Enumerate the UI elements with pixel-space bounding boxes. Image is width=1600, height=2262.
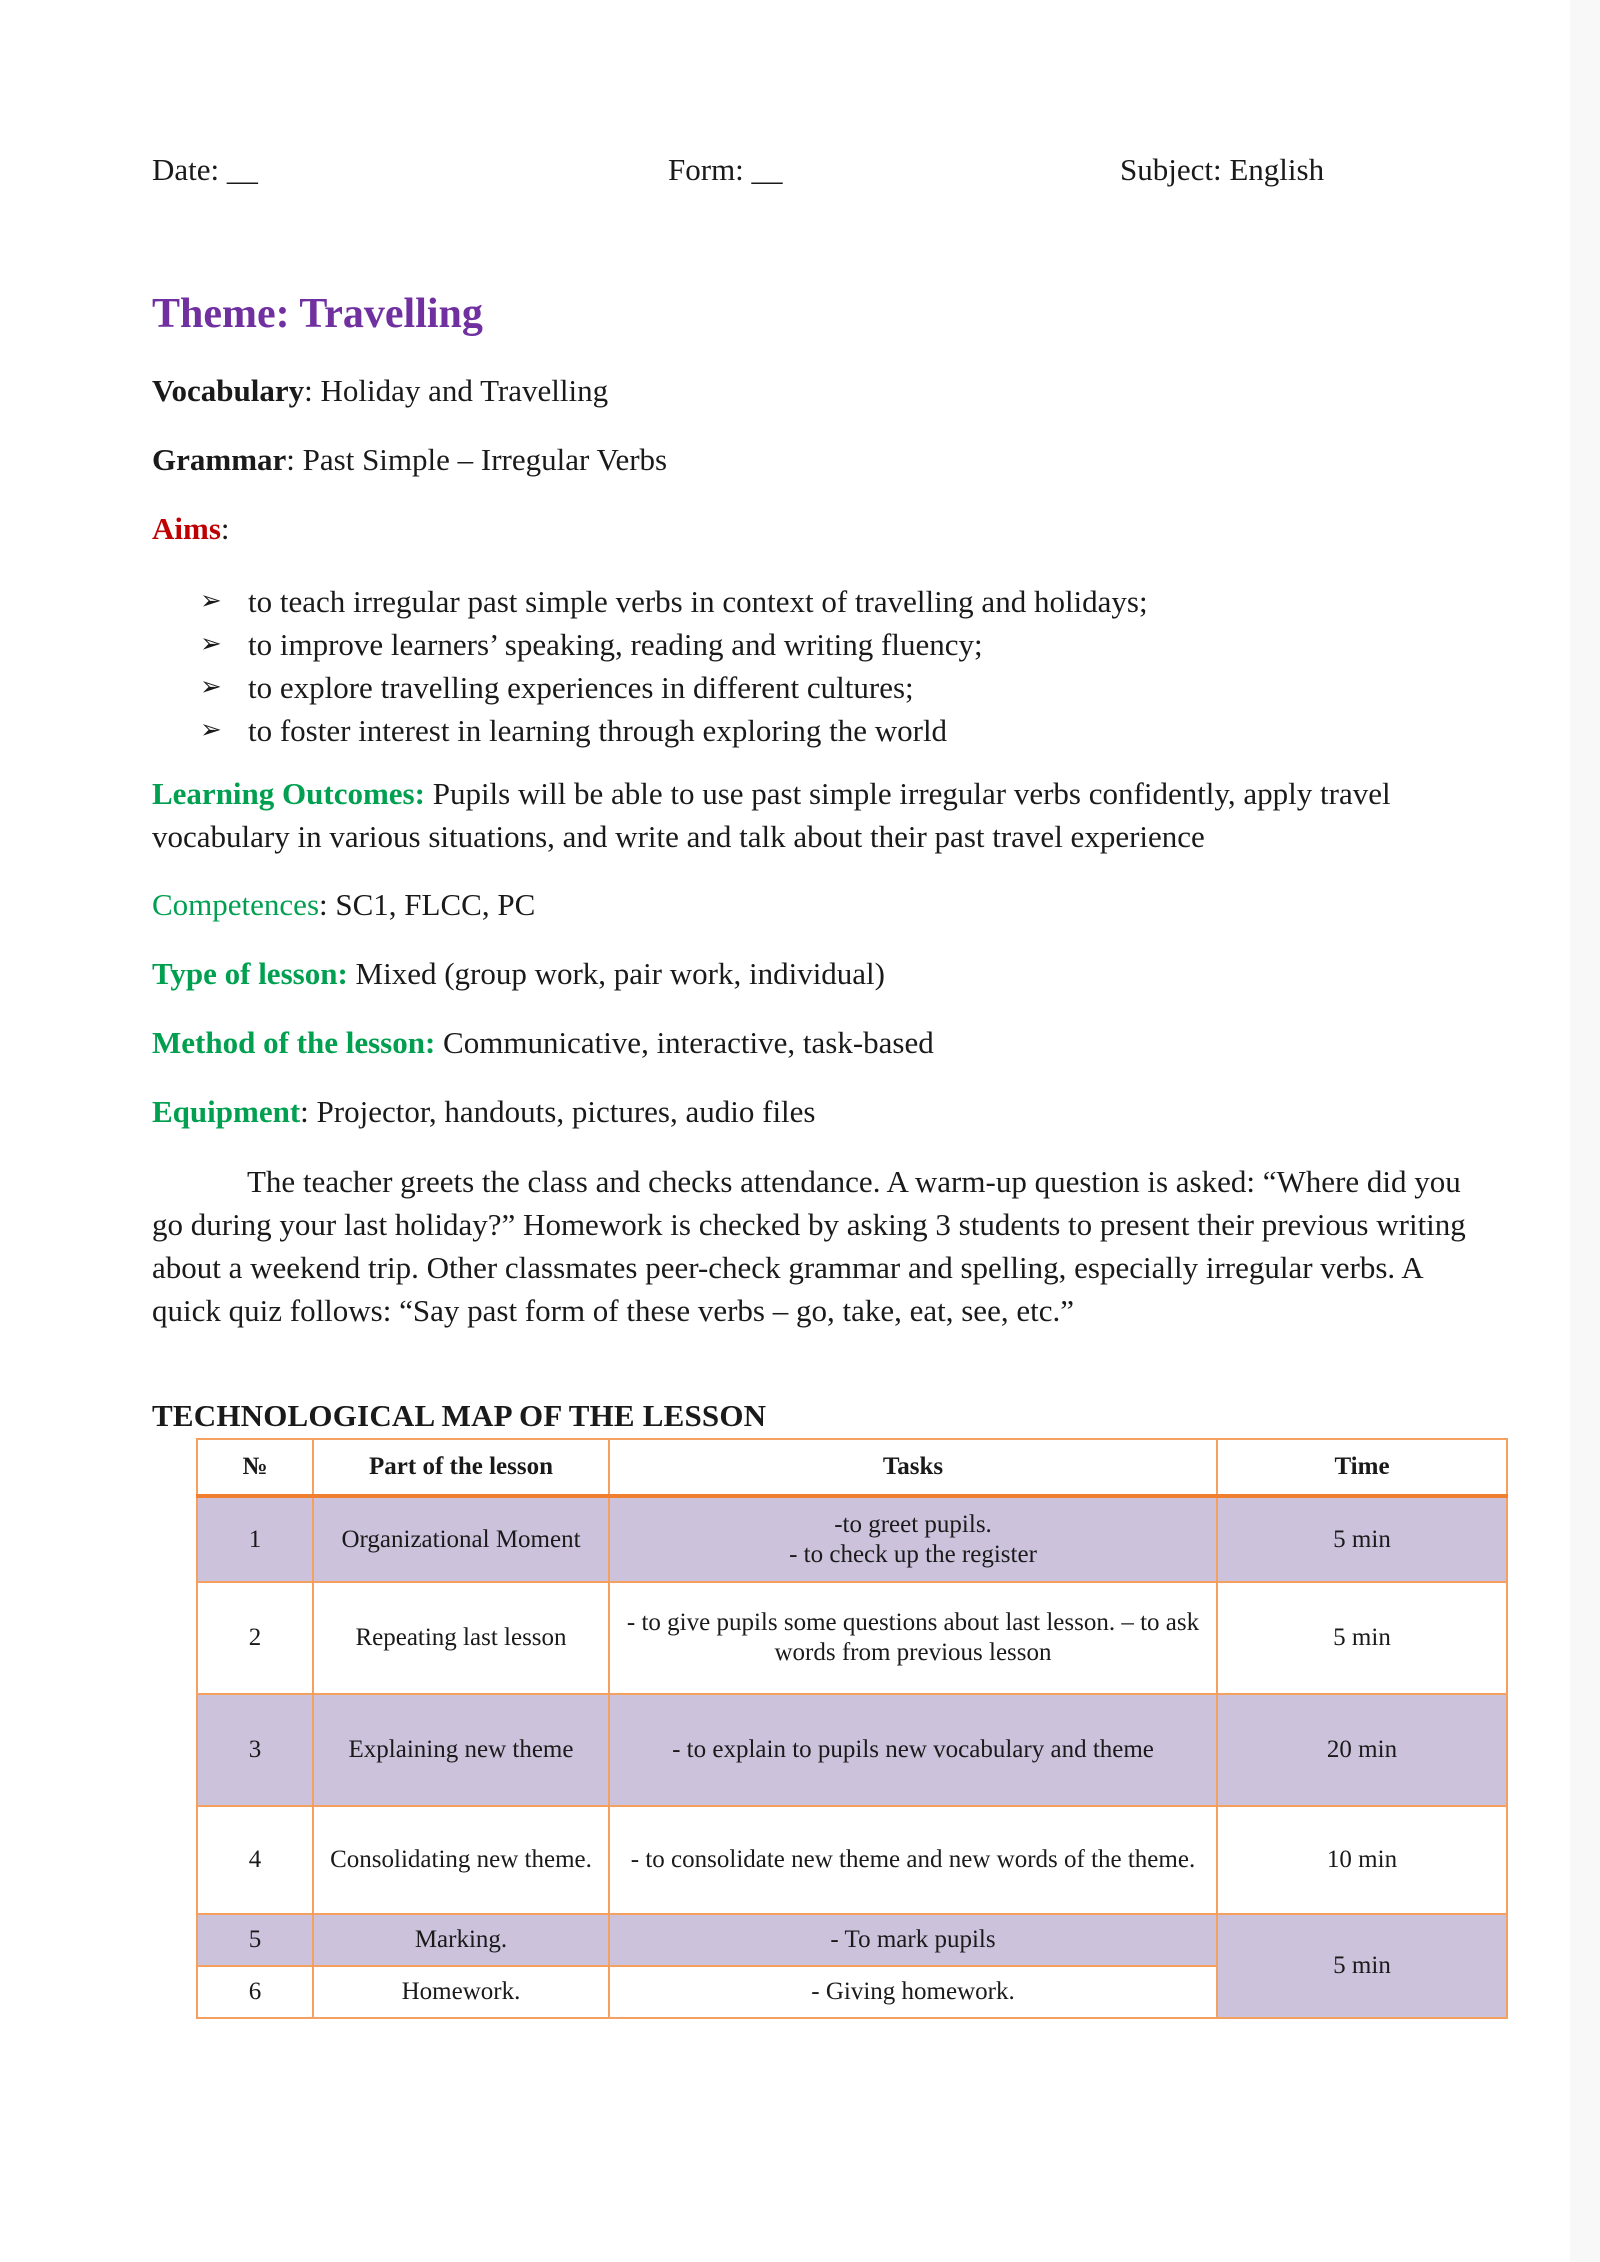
- table-row: [197, 1496, 1507, 1582]
- competences-label: Competences: [152, 887, 320, 922]
- row-number: 4: [197, 1806, 313, 1914]
- intro-paragraph: The teacher greets the class and checks attendance. A warm-up question is asked: “Where did you go during your last holiday?” Homework is checked by asking 3 students to present their previous writing about a weekend trip. Other classmates peer-check grammar and spelling, especially irregular verbs. A quick quiz follows: “Say past form of these verbs – go, take, eat, see, etc.”: [152, 1164, 1466, 1328]
- grammar-value: : Past Simple – Irregular Verbs: [286, 442, 668, 477]
- table-row: [197, 1806, 1507, 1914]
- equipment-label: Equipment: [152, 1094, 301, 1129]
- row-tasks: - Giving homework.: [609, 1966, 1217, 2018]
- type-of-lesson-line: [152, 953, 885, 995]
- aims-label: Aims: [152, 511, 221, 546]
- aim-item: [200, 623, 1148, 666]
- grammar-label: Grammar: [152, 442, 287, 477]
- row-tasks: - to explain to pupils new vocabulary and theme: [609, 1694, 1217, 1806]
- theme-title: Theme: Travelling: [152, 291, 483, 337]
- row-part: Organizational Moment: [313, 1496, 609, 1582]
- row-part: Repeating last lesson: [313, 1582, 609, 1694]
- header-part: Part of the lesson: [313, 1439, 609, 1496]
- row-part: Homework.: [313, 1966, 609, 2018]
- row-part: Marking.: [313, 1914, 609, 1966]
- arrow-bullet-icon: ➢: [200, 715, 222, 745]
- row-number: 5: [197, 1914, 313, 1966]
- aim-text: to foster interest in learning through exploring the world: [248, 713, 948, 748]
- method-line: [152, 1022, 934, 1064]
- table-header-row: [197, 1439, 1507, 1496]
- form-field: Form: __: [668, 152, 783, 187]
- task-line: -to greet pupils.: [834, 1510, 992, 1538]
- header-time: Time: [1217, 1439, 1507, 1496]
- row-time: 5 min: [1217, 1496, 1507, 1582]
- row-time-merged: 5 min: [1217, 1914, 1507, 2018]
- task-line: - to check up the register: [789, 1540, 1037, 1568]
- table-row: [197, 1582, 1507, 1694]
- map-title: TECHNOLOGICAL MAP OF THE LESSON: [152, 1398, 767, 1433]
- document-header: [152, 152, 1452, 192]
- aim-text: to explore travelling experiences in different cultures;: [248, 670, 914, 705]
- arrow-bullet-icon: ➢: [200, 672, 222, 702]
- competences-line: [152, 884, 535, 926]
- row-number: 2: [197, 1582, 313, 1694]
- type-of-lesson-value: Mixed (group work, pair work, individual): [347, 956, 885, 991]
- vocabulary-label: Vocabulary: [152, 373, 305, 408]
- aims-colon: :: [220, 511, 230, 546]
- aim-item: [200, 709, 1148, 752]
- aim-item: [200, 666, 1148, 709]
- vocabulary-value: : Holiday and Travelling: [304, 373, 609, 408]
- aim-item: [200, 580, 1148, 623]
- aims-list: [200, 580, 1148, 752]
- arrow-bullet-icon: ➢: [200, 586, 222, 616]
- row-time: 10 min: [1217, 1806, 1507, 1914]
- vocabulary-line: [152, 370, 608, 412]
- row-number: 1: [197, 1496, 313, 1582]
- lesson-map-table: [196, 1438, 1508, 2019]
- grammar-line: [152, 439, 667, 481]
- competences-value: : SC1, FLCC, PC: [319, 887, 536, 922]
- row-number: 3: [197, 1694, 313, 1806]
- row-tasks: [609, 1496, 1217, 1582]
- row-tasks: - To mark pupils: [609, 1914, 1217, 1966]
- header-number: №: [197, 1439, 313, 1496]
- row-part: Explaining new theme: [313, 1694, 609, 1806]
- equipment-line: [152, 1091, 816, 1133]
- row-number: 6: [197, 1966, 313, 2018]
- date-field: Date: __: [152, 152, 258, 187]
- equipment-value: : Projector, handouts, pictures, audio files: [300, 1094, 816, 1129]
- row-time: 5 min: [1217, 1582, 1507, 1694]
- page-edge-shadow: [1570, 0, 1600, 2262]
- arrow-bullet-icon: ➢: [200, 629, 222, 659]
- row-part: Consolidating new theme.: [313, 1806, 609, 1914]
- table-row: [197, 1694, 1507, 1806]
- row-tasks: - to give pupils some questions about last lesson. – to ask words from previous lesson: [609, 1582, 1217, 1694]
- method-label: Method of the lesson:: [152, 1025, 436, 1060]
- aim-text: to teach irregular past simple verbs in context of travelling and holidays;: [248, 584, 1148, 619]
- row-time: 20 min: [1217, 1694, 1507, 1806]
- learning-outcomes-value: Pupils will be able to use past simple irregular verbs confidently, apply travel vocabulary in various situations, and write and talk about their past travel experience: [152, 776, 1391, 854]
- table-row: [197, 1914, 1507, 1966]
- learning-outcomes-label: Learning Outcomes:: [152, 776, 425, 811]
- subject-field: Subject: English: [1120, 152, 1325, 187]
- learning-outcomes: [152, 772, 1482, 858]
- header-tasks: Tasks: [609, 1439, 1217, 1496]
- aim-text: to improve learners’ speaking, reading and writing fluency;: [248, 627, 983, 662]
- aims-heading: [152, 508, 230, 550]
- method-value: Communicative, interactive, task-based: [435, 1025, 934, 1060]
- type-of-lesson-label: Type of lesson:: [152, 956, 348, 991]
- row-tasks: - to consolidate new theme and new words of the theme.: [609, 1806, 1217, 1914]
